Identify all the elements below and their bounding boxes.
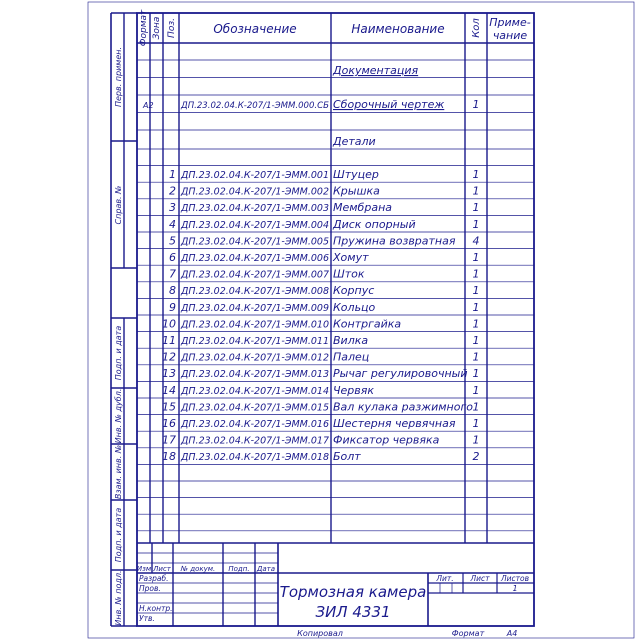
part-designation: ДП.23.02.04.К-207/1-ЭММ.011	[180, 336, 329, 347]
part-row	[162, 450, 480, 463]
part-qty: 1	[472, 334, 480, 347]
part-pos: 11	[162, 334, 176, 347]
part-name: Корпус	[333, 284, 375, 298]
part-qty: 1	[472, 217, 480, 231]
part-row	[162, 417, 480, 430]
section-documentation: Документация	[333, 64, 419, 77]
tb-n-kontr: Н.контр.	[139, 604, 173, 613]
part-designation: ДП.23.02.04.К-207/1-ЭММ.004	[180, 219, 329, 231]
part-qty: 2	[472, 450, 480, 464]
footer-kopiroval: Копировал	[297, 629, 343, 638]
part-pos: 1	[169, 168, 176, 181]
part-designation: ДП.23.02.04.К-207/1-ЭММ.008	[180, 286, 329, 298]
assembly-designation: ДП.23.02.04.К-207/1-ЭММ.000.СБ	[179, 101, 330, 111]
tb-title-line1: Тормозная камера	[279, 583, 427, 601]
tb-listov: Листов	[500, 574, 530, 583]
margin-perv-primen: Перв. примен.	[114, 46, 123, 108]
part-row	[162, 400, 480, 413]
part-name: Штуцер	[333, 168, 379, 181]
assembly-format: А2	[143, 101, 154, 110]
part-qty: 1	[472, 350, 480, 364]
part-qty: 1	[472, 367, 480, 381]
part-row	[162, 384, 480, 397]
part-row	[169, 251, 480, 264]
footer-format-label: Формат	[451, 629, 485, 638]
part-name: Контргайка	[333, 317, 402, 331]
header-note-line1: Приме-	[489, 16, 531, 29]
part-row	[169, 284, 480, 297]
tb-prov: Пров.	[139, 584, 161, 593]
part-qty: 1	[472, 201, 480, 215]
part-designation: ДП.23.02.04.К-207/1-ЭММ.018	[180, 452, 329, 464]
tb-list2: Лист	[470, 574, 490, 583]
tb-lit: Лит.	[436, 574, 454, 583]
part-designation: ДП.23.02.04.К-207/1-ЭММ.002	[180, 186, 329, 198]
part-qty: 1	[472, 417, 480, 430]
part-qty: 1	[472, 184, 480, 198]
part-name: Фиксатор червяка	[333, 433, 440, 447]
part-pos: 3	[169, 201, 176, 215]
part-pos: 5	[169, 234, 176, 248]
part-name: Кольцо	[333, 300, 376, 314]
part-pos: 18	[162, 450, 176, 464]
part-designation: ДП.23.02.04.К-207/1-ЭММ.013	[180, 369, 329, 381]
part-name: Шестерня червячная	[333, 417, 456, 430]
part-pos: 13	[162, 367, 176, 381]
tb-title-line2: ЗИЛ 4331	[315, 603, 391, 621]
part-pos: 12	[162, 350, 176, 364]
parts-list	[162, 168, 480, 463]
part-row	[162, 334, 480, 347]
part-designation: ДП.23.02.04.К-207/1-ЭММ.014	[180, 385, 329, 397]
header-note-line2: чание	[492, 29, 528, 42]
part-pos: 9	[169, 300, 176, 314]
part-row	[162, 351, 480, 364]
part-pos: 4	[169, 217, 176, 231]
part-name: Палец	[333, 350, 370, 364]
part-designation: ДП.23.02.04.К-207/1-ЭММ.016	[180, 419, 329, 430]
part-pos: 15	[162, 400, 176, 414]
part-designation: ДП.23.02.04.К-207/1-ЭММ.017	[180, 435, 329, 447]
assembly-qty: 1	[472, 98, 480, 111]
tb-podp: Подп.	[228, 565, 250, 573]
part-row	[169, 268, 480, 281]
part-qty: 4	[472, 234, 480, 248]
part-row	[162, 434, 480, 447]
part-name: Хомут	[333, 251, 369, 264]
section-parts: Детали	[333, 135, 376, 148]
part-designation: ДП.23.02.04.К-207/1-ЭММ.015	[180, 402, 329, 414]
part-qty: 1	[472, 284, 480, 298]
part-row	[169, 218, 480, 231]
part-name: Вилка	[333, 334, 369, 347]
part-qty: 1	[472, 168, 480, 181]
part-pos: 2	[169, 184, 176, 198]
part-pos: 16	[162, 417, 176, 430]
part-pos: 7	[169, 267, 176, 281]
part-qty: 1	[472, 317, 480, 331]
margin-podp-data-1: Подп. и дата	[114, 325, 123, 381]
part-designation: ДП.23.02.04.К-207/1-ЭММ.009	[180, 302, 329, 314]
part-pos: 17	[162, 433, 176, 447]
part-name: Мембрана	[333, 201, 392, 215]
header-format: Формат	[139, 9, 149, 47]
tb-utv: Утв.	[139, 614, 155, 623]
part-name: Рычаг регулировочный	[333, 367, 468, 381]
part-row	[169, 185, 480, 198]
part-name: Болт	[333, 450, 361, 464]
part-pos: 10	[162, 317, 176, 331]
margin-podp-data-2: Подп. и дата	[114, 507, 123, 563]
part-row	[162, 317, 480, 330]
part-name: Пружина возвратная	[333, 234, 456, 248]
part-pos: 8	[169, 284, 176, 298]
part-name: Вал кулака разжимного	[333, 400, 473, 414]
header-qty: Кол	[471, 18, 482, 38]
assembly-name: Сборочный чертеж	[333, 98, 445, 111]
part-pos: 6	[169, 251, 176, 264]
part-name: Крышка	[333, 184, 380, 198]
part-designation: ДП.23.02.04.К-207/1-ЭММ.010	[180, 319, 329, 331]
part-row	[169, 201, 480, 214]
margin-inv-dubl: Инв. № дубл.	[114, 388, 123, 444]
tb-izm: Изм	[136, 565, 152, 573]
header-pos: Поз.	[167, 18, 177, 38]
part-designation: ДП.23.02.04.К-207/1-ЭММ.007	[180, 269, 329, 281]
header-designation: Обозначение	[213, 22, 297, 36]
footer-format-value: А4	[506, 629, 518, 638]
tb-list: Лист	[153, 565, 171, 573]
part-qty: 1	[472, 251, 480, 264]
part-qty: 1	[472, 267, 480, 281]
part-row	[169, 301, 480, 314]
part-designation: ДП.23.02.04.К-207/1-ЭММ.003	[180, 203, 329, 215]
header-zone: Зона	[152, 16, 162, 40]
part-name: Шток	[333, 267, 365, 281]
margin-sprav-no: Справ. №	[114, 185, 123, 225]
tb-razrab: Разраб.	[139, 574, 169, 583]
header-name: Наименование	[351, 22, 445, 36]
margin-inv-podl: Инв. № подл.	[114, 570, 123, 626]
part-row	[169, 168, 480, 181]
part-name: Червяк	[333, 383, 375, 397]
tb-doc-no: № докум.	[180, 565, 216, 573]
part-designation: ДП.23.02.04.К-207/1-ЭММ.006	[180, 253, 329, 264]
margin-vzam-inv: Взам. инв. №	[114, 444, 123, 500]
part-row	[162, 367, 480, 380]
part-name: Диск опорный	[333, 217, 416, 231]
part-pos: 14	[162, 383, 176, 397]
part-qty: 1	[472, 400, 480, 414]
part-designation: ДП.23.02.04.К-207/1-ЭММ.012	[180, 352, 329, 364]
part-row	[169, 234, 480, 247]
part-qty: 1	[472, 300, 480, 314]
part-qty: 1	[472, 383, 480, 397]
part-qty: 1	[472, 433, 480, 447]
tb-listov-value: 1	[512, 584, 518, 593]
tb-data: Дата	[256, 565, 276, 573]
part-designation: ДП.23.02.04.К-207/1-ЭММ.005	[180, 236, 329, 248]
part-designation: ДП.23.02.04.К-207/1-ЭММ.001	[180, 170, 329, 181]
